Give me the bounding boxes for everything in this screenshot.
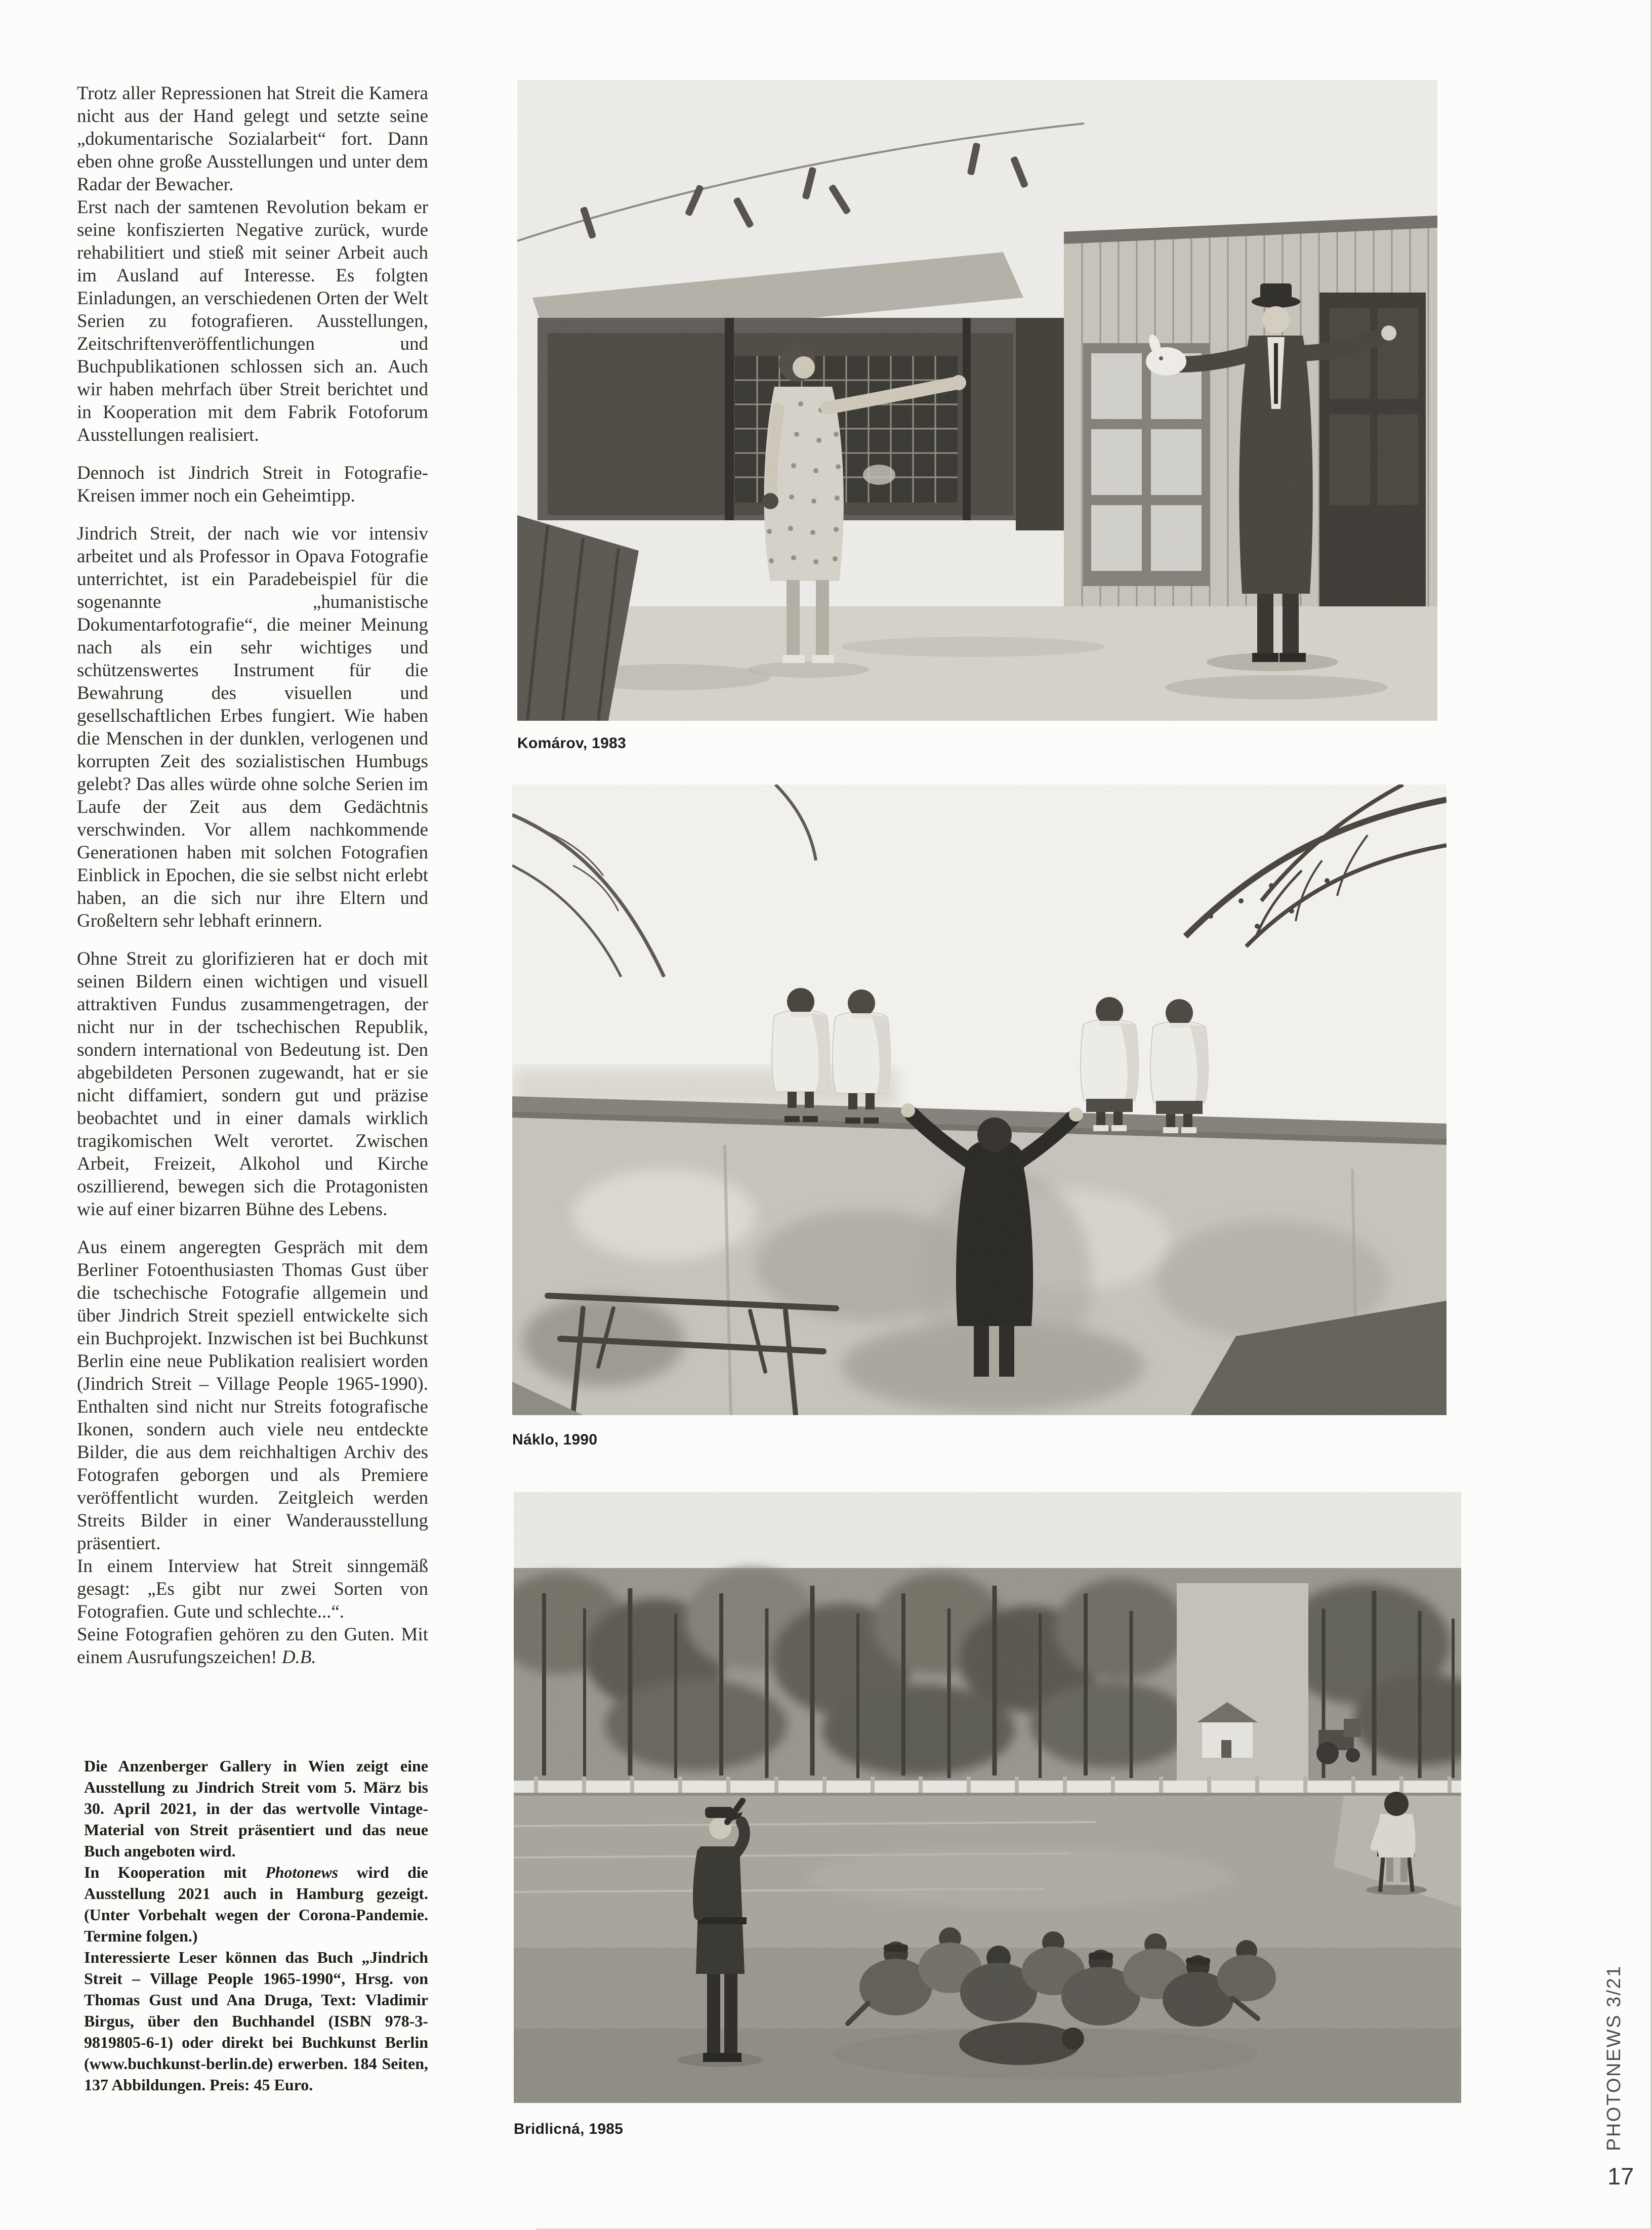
text-segment: Interessierte Leser können das Buch „Jindrich Streit – Village People 1965-1990“, Hrsg. von Thomas Gust und Ana Druga, Text: Vladimir Birgus, über den Buchhandel (ISBN 978-3-9819805-6-1) oder direkt bei Buchkunst Berlin (www.buchkunst-berlin.de) erwerben. 184 Seiten, 137 Abbildungen. Preis: 45 Euro.: [84, 1948, 428, 2094]
text-segment: Erst nach der samtenen Revolution bekam er seine konfiszierten Negative zurück, wurde rehabilitiert und stieß mit seiner Arbeit auch im Ausland auf Interesse. Es folgten Einladungen, an verschiedenen Orten der Welt Serien zu fotografieren. Ausstellungen, Zeitschriftenveröffentlichungen und Buchpublikationen schlossen sich an. Auch wir haben mehrfach über Streit berichtet und in Kooperation mit dem Fabrik Fotoforum Ausstellungen realisiert.: [77, 197, 428, 445]
photo-caption: Komárov, 1983: [517, 735, 627, 752]
magazine-issue-vertical-label: PHOTONEWS 3/21: [1603, 1965, 1625, 2151]
film-grain-overlay: [514, 1492, 1461, 2103]
text-segment: Trotz aller Repressionen hat Streit die Kamera nicht aus der Hand gelegt und setzte seine „dokumentarische Sozialarbeit“ fort. Dann eben ohne große Ausstellungen und unter dem Radar der Bewacher.: [77, 83, 428, 195]
text-segment: Dennoch ist Jindrich Streit in Fotografie-Kreisen immer noch ein Geheimtipp.: [77, 463, 428, 506]
text-segment: Aus einem angeregten Gespräch mit dem Berliner Fotoenthusiasten Thomas Gust über die tschechische Fotografie allgemein und über Jindrich Streit speziell entwickelte sich ein Buchprojekt. Inzwischen ist bei Buchkunst Berlin eine neue Publikation realisiert worden (Jindrich Streit – Village People 1965-1990). Enthalten sind nicht nur Streits fotografische Ikonen, sondern auch viele neu entdeckte Bilder, die aus dem reichhaltigen Archiv des Fotografen geborgen und als Premiere veröffentlicht wurden. Zeitgleich werden Streits Bilder in einer Wanderausstellung präsentiert.: [77, 1237, 428, 1554]
text-segment: In einem Interview hat Streit sinngemäß gesagt: „Es gibt nur zwei Sorten von Fotografien. Gute und schlechte...“.: [77, 1556, 428, 1622]
note-paragraph: [84, 1862, 428, 1947]
photo-caption: Náklo, 1990: [512, 1431, 598, 1448]
note-paragraph: [84, 1947, 428, 2095]
text-segment: wird die Ausstellung 2021 auch in Hamburg gezeigt. (Unter Vorbehalt wegen der Corona-Pandemie. Termine folgen.): [84, 1863, 428, 1945]
article-text-column: [77, 82, 428, 1669]
text-segment: In Kooperation mit: [84, 1863, 266, 1881]
film-grain-overlay: [512, 784, 1447, 1415]
photo-naklo-illustration: [512, 784, 1447, 1415]
photo-bridlicna-illustration: [514, 1492, 1461, 2103]
exhibition-info-note: [84, 1755, 428, 2095]
italic-text-segment: D.B.: [281, 1647, 316, 1668]
text-segment: Ohne Streit zu glorifizieren hat er doch mit seinen Bildern einen wichtigen und visuell attraktiven Fundus zusammengetragen, der nicht nur in der tschechischen Republik, sondern international von Bedeutung ist. Den abgebildeten Personen zugewandt, hat er sie nicht diffamiert, sondern gut und präzise beobachtet und in einer damals wirklich tragikomischen Welt verortet. Zwischen Arbeit, Freizeit, Alkohol und Kirche oszillierend, bewegen sich die Protagonisten wie auf einer bizarren Bühne des Lebens.: [77, 948, 428, 1220]
article-paragraph: [77, 1236, 428, 1555]
note-paragraph: [84, 1755, 428, 1862]
article-paragraph: [77, 196, 428, 446]
italic-text-segment: Photonews: [265, 1863, 339, 1881]
photo-bridlicna-1985: [514, 1492, 1461, 2103]
photo-komarov-illustration: [517, 80, 1437, 721]
article-paragraph: [77, 1623, 428, 1669]
text-segment: Die Anzenberger Gallery in Wien zeigt eine Ausstellung zu Jindrich Streit vom 5. März bis 30. April 2021, in der das wertvolle Vintage-Material von Streit präsentiert und das neue Buch angeboten wird.: [84, 1757, 428, 1860]
photo-komarov-1983: [517, 80, 1437, 721]
photo-caption: Bridlicná, 1985: [514, 2121, 624, 2137]
article-paragraph: [77, 82, 428, 196]
text-segment: Jindrich Streit, der nach wie vor intensiv arbeitet und als Professor in Opava Fotografie unterrichtet, ist ein Paradebeispiel für die sogenannte „humanistische Dokumentarfotografie“, die meiner Meinung nach als ein sehr wichtiges und schützenswertes Instrument für die Bewahrung des visuellen und gesellschaftlichen Erbes fungiert. Wie haben die Menschen in der dunklen, verlogenen und korrupten Zeit des sozialistischen Humbugs gelebt? Das alles würde ohne solche Serien im Laufe der Zeit aus dem Gedächtnis verschwinden. Vor allem nachkommende Generationen haben mit solchen Fotografien Einblick in Epochen, die sie selbst nicht erlebt haben, an die sich nur ihre Eltern und Großeltern sehr lebhaft erinnern.: [77, 523, 428, 931]
text-segment: Seine Fotografien gehören zu den Guten. Mit einem Ausrufungszeichen!: [77, 1624, 428, 1668]
page-number: 17: [1607, 2163, 1634, 2190]
photo-naklo-1990: [512, 784, 1447, 1415]
article-paragraph: [77, 522, 428, 932]
article-paragraph: [77, 947, 428, 1221]
article-paragraph: [77, 1555, 428, 1623]
article-paragraph: [77, 462, 428, 507]
film-grain-overlay: [517, 80, 1437, 721]
